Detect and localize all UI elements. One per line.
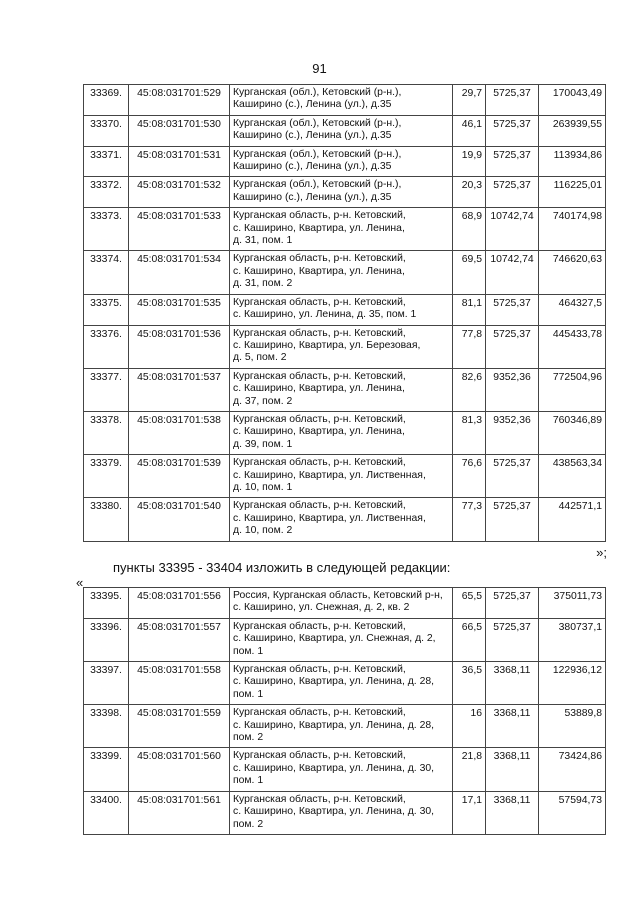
address-line: Каширино (с.), Ленина (ул.), д.35 [233,161,392,173]
row-number-cell: 33399. [84,748,129,791]
row-number-cell: 33369. [84,85,129,116]
rate-cell: 5725,37 [486,325,539,368]
area-cell: 36,5 [453,662,486,705]
address-line: Курганская (обл.), Кетовский (р-н.), [233,179,402,191]
table2-body [84,588,606,835]
address-cell [230,498,453,541]
row-number-cell: 33375. [84,294,129,325]
rate-cell: 10742,74 [486,251,539,294]
cadastral-number-cell: 45:08:031701:531 [129,146,230,177]
address-cell [230,208,453,251]
address-cell [230,146,453,177]
cadastral-value-cell: 760346,89 [539,411,606,454]
area-cell: 21,8 [453,748,486,791]
row-number-cell: 33372. [84,177,129,208]
address-line: пом. 2 [233,818,264,830]
cadastral-value-cell: 438563,34 [539,455,606,498]
address-line: Курганская область, р-н. Кетовский, [233,664,406,676]
address-cell [230,251,453,294]
address-cell [230,662,453,705]
row-number-cell: 33396. [84,618,129,661]
address-cell [230,85,453,116]
address-line: д. 37, пом. 2 [233,395,293,407]
cadastral-number-cell: 45:08:031701:535 [129,294,230,325]
address-line: Курганская область, р-н. Кетовский, [233,370,406,382]
table-row [84,588,606,619]
table-row [84,662,606,705]
cadastral-value-cell: 73424,86 [539,748,606,791]
address-cell [230,791,453,834]
address-line: Курганская область, р-н. Кетовский, [233,620,406,632]
rate-cell: 5725,37 [486,618,539,661]
cadastral-value-cell: 116225,01 [539,177,606,208]
row-number-cell: 33379. [84,455,129,498]
address-line: Курганская (обл.), Кетовский (р-н.), [233,117,402,129]
address-line: пом. 1 [233,645,264,657]
row-number-cell: 33378. [84,411,129,454]
cadastral-number-cell: 45:08:031701:556 [129,588,230,619]
address-line: д. 10, пом. 1 [233,481,293,493]
cadastral-value-cell: 772504,96 [539,368,606,411]
address-line: Каширино (с.), Ленина (ул.), д.35 [233,191,392,203]
row-number-cell: 33374. [84,251,129,294]
address-line: Курганская область, р-н. Кетовский, [233,413,406,425]
area-cell: 16 [453,705,486,748]
area-cell: 77,8 [453,325,486,368]
area-cell: 66,5 [453,618,486,661]
area-cell: 46,1 [453,115,486,146]
cadastral-number-cell: 45:08:031701:536 [129,325,230,368]
area-cell: 19,9 [453,146,486,177]
row-number-cell: 33376. [84,325,129,368]
cadastral-value-cell: 170043,49 [539,85,606,116]
area-cell: 20,3 [453,177,486,208]
cadastral-number-cell: 45:08:031701:532 [129,177,230,208]
cadastral-value-cell: 380737,1 [539,618,606,661]
address-cell [230,115,453,146]
row-number-cell: 33380. [84,498,129,541]
cadastral-number-cell: 45:08:031701:560 [129,748,230,791]
closing-quote: »; [596,545,607,560]
table-row [84,177,606,208]
row-number-cell: 33397. [84,662,129,705]
row-number-cell: 33400. [84,791,129,834]
cadastral-value-cell: 263939,55 [539,115,606,146]
cadastral-value-cell: 122936,12 [539,662,606,705]
address-line: с. Каширино, Квартира, ул. Ленина, д. 30, [233,762,435,774]
address-line: с. Каширино, Квартира, ул. Березовая, [233,339,421,351]
address-line: Каширино (с.), Ленина (ул.), д.35 [233,99,392,111]
address-cell [230,618,453,661]
area-cell: 29,7 [453,85,486,116]
cadastral-number-cell: 45:08:031701:533 [129,208,230,251]
table-row [84,618,606,661]
address-line: пом. 1 [233,688,264,700]
address-line: с. Каширино, ул. Снежная, д. 2, кв. 2 [233,602,410,614]
address-line: с. Каширино, Квартира, ул. Снежная, д. 2, [233,633,436,645]
area-cell: 82,6 [453,368,486,411]
cadastral-value-cell: 740174,98 [539,208,606,251]
cadastral-value-cell: 746620,63 [539,251,606,294]
table-row [84,85,606,116]
table-row [84,325,606,368]
opening-quote: « [76,575,84,590]
address-cell [230,455,453,498]
address-line: д. 39, пом. 1 [233,438,293,450]
address-line: с. Каширино, Квартира, ул. Ленина, [233,426,405,438]
table-row [84,411,606,454]
rate-cell: 5725,37 [486,588,539,619]
address-line: пом. 2 [233,732,264,744]
address-line: д. 31, пом. 1 [233,235,293,247]
area-cell: 17,1 [453,791,486,834]
address-line: Россия, Курганская область, Кетовский р-н, [233,590,443,601]
cadastral-value-cell: 464327,5 [539,294,606,325]
row-number-cell: 33370. [84,115,129,146]
address-line: Курганская область, р-н. Кетовский, [233,707,406,719]
table1-body [84,85,606,542]
rate-cell: 5725,37 [486,115,539,146]
rate-cell: 5725,37 [486,85,539,116]
rate-cell: 5725,37 [486,455,539,498]
table-row [84,251,606,294]
address-line: с. Каширино, Квартира, ул. Лиственная, [233,469,426,481]
cadastral-value-cell: 375011,73 [539,588,606,619]
table-row [84,748,606,791]
address-cell [230,705,453,748]
address-cell [230,588,453,619]
address-line: д. 5, пом. 2 [233,352,287,364]
area-cell: 81,1 [453,294,486,325]
area-cell: 76,6 [453,455,486,498]
address-line: Курганская (обл.), Кетовский (р-н.), [233,87,402,98]
address-line: Курганская область, р-н. Кетовский, [233,793,406,805]
rate-cell: 5725,37 [486,294,539,325]
address-cell [230,368,453,411]
rate-cell: 9352,36 [486,411,539,454]
cadastral-number-cell: 45:08:031701:537 [129,368,230,411]
address-line: Курганская область, р-н. Кетовский, [233,457,406,469]
rate-cell: 3368,11 [486,748,539,791]
cadastral-number-cell: 45:08:031701:538 [129,411,230,454]
address-line: Курганская область, р-н. Кетовский, [233,296,406,308]
row-number-cell: 33395. [84,588,129,619]
address-cell [230,325,453,368]
table-row [84,791,606,834]
amendment-instruction: пункты 33395 - 33404 изложить в следующей редакции: [113,560,451,575]
address-line: с. Каширино, Квартира, ул. Ленина, [233,222,405,234]
cadastral-number-cell: 45:08:031701:561 [129,791,230,834]
address-line: пом. 1 [233,775,264,787]
rate-cell: 3368,11 [486,662,539,705]
address-line: с. Каширино, Квартира, ул. Лиственная, [233,512,426,524]
address-cell [230,411,453,454]
cadastral-number-cell: 45:08:031701:540 [129,498,230,541]
cadastral-number-cell: 45:08:031701:557 [129,618,230,661]
address-line: с. Каширино, Квартира, ул. Ленина, [233,383,405,395]
cadastral-number-cell: 45:08:031701:558 [129,662,230,705]
row-number-cell: 33398. [84,705,129,748]
table-row [84,705,606,748]
area-cell: 77,3 [453,498,486,541]
table-row [84,368,606,411]
rate-cell: 3368,11 [486,791,539,834]
address-line: Каширино (с.), Ленина (ул.), д.35 [233,130,392,142]
cadastral-value-cell: 113934,86 [539,146,606,177]
property-table-2 [83,587,606,835]
rate-cell: 3368,11 [486,705,539,748]
table-row [84,498,606,541]
rate-cell: 9352,36 [486,368,539,411]
address-cell [230,294,453,325]
row-number-cell: 33377. [84,368,129,411]
area-cell: 69,5 [453,251,486,294]
address-cell [230,177,453,208]
row-number-cell: 33373. [84,208,129,251]
address-line: с. Каширино, Квартира, ул. Ленина, д. 28, [233,676,435,688]
table-row [84,294,606,325]
table-row [84,208,606,251]
cadastral-number-cell: 45:08:031701:559 [129,705,230,748]
address-line: Курганская область, р-н. Кетовский, [233,750,406,762]
area-cell: 68,9 [453,208,486,251]
address-line: с. Каширино, Квартира, ул. Ленина, д. 28, [233,719,435,731]
address-line: с. Каширино, ул. Ленина, д. 35, пом. 1 [233,309,417,321]
address-line: с. Каширино, Квартира, ул. Ленина, д. 30, [233,806,435,818]
address-line: Курганская (обл.), Кетовский (р-н.), [233,148,402,160]
rate-cell: 5725,37 [486,177,539,208]
table-row [84,115,606,146]
cadastral-number-cell: 45:08:031701:530 [129,115,230,146]
property-table-1 [83,84,606,542]
cadastral-value-cell: 53889,8 [539,705,606,748]
address-line: Курганская область, р-н. Кетовский, [233,327,406,339]
rate-cell: 5725,37 [486,498,539,541]
address-line: Курганская область, р-н. Кетовский, [233,253,406,265]
cadastral-value-cell: 57594,73 [539,791,606,834]
cadastral-value-cell: 442571,1 [539,498,606,541]
cadastral-number-cell: 45:08:031701:529 [129,85,230,116]
address-line: Курганская область, р-н. Кетовский, [233,210,406,222]
rate-cell: 5725,37 [486,146,539,177]
address-line: с. Каширино, Квартира, ул. Ленина, [233,265,405,277]
address-line: д. 31, пом. 2 [233,278,293,290]
address-cell [230,748,453,791]
area-cell: 81,3 [453,411,486,454]
table-row [84,455,606,498]
cadastral-number-cell: 45:08:031701:534 [129,251,230,294]
row-number-cell: 33371. [84,146,129,177]
rate-cell: 10742,74 [486,208,539,251]
area-cell: 65,5 [453,588,486,619]
address-line: Курганская область, р-н. Кетовский, [233,500,406,512]
cadastral-value-cell: 445433,78 [539,325,606,368]
table-row [84,146,606,177]
page-number: 91 [312,61,327,76]
cadastral-number-cell: 45:08:031701:539 [129,455,230,498]
address-line: д. 10, пом. 2 [233,525,293,537]
